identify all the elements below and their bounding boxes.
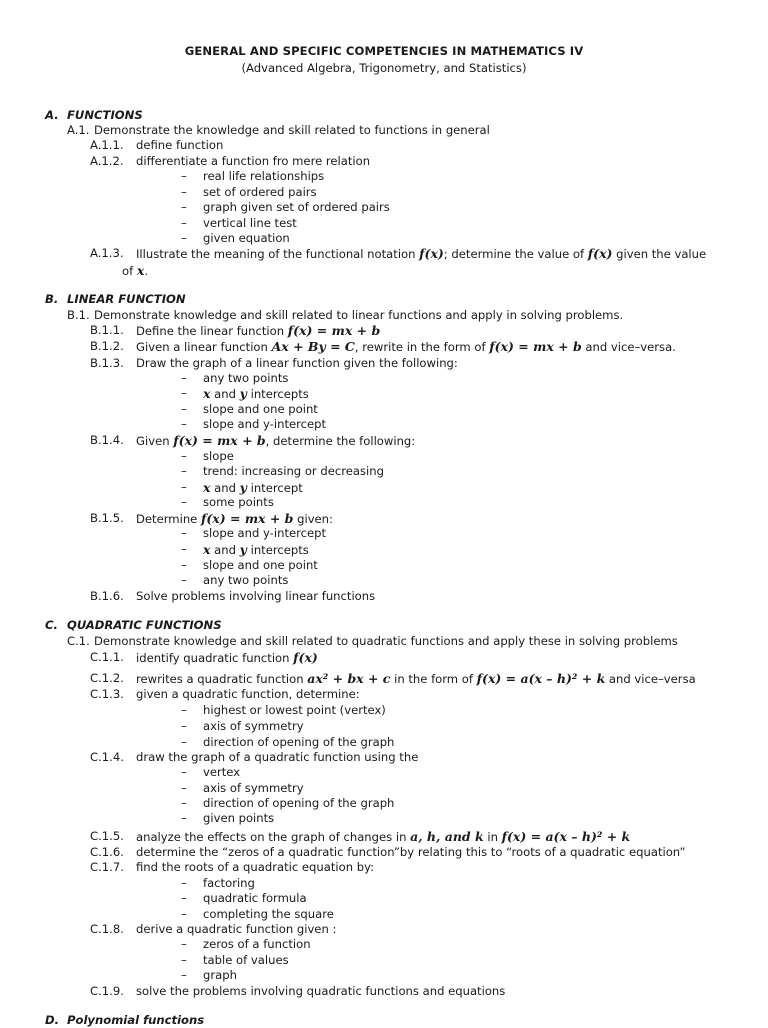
a11-text: define function <box>136 138 224 152</box>
b15-text-part: Determine <box>136 512 201 526</box>
b13-sub-item: slope and one point <box>203 402 318 416</box>
section-b-letter: B. <box>45 292 59 306</box>
c12-text-part: in the form of <box>390 672 477 686</box>
b15-sub-item: any two points <box>203 573 289 587</box>
a13-math: f(x) <box>419 246 444 261</box>
a13-text <box>136 246 706 262</box>
b13-dash: – <box>181 417 187 431</box>
c18-text: derive a quadratic function given : <box>136 922 337 936</box>
a13-text-part: . <box>144 264 149 278</box>
c1-text: Demonstrate knowledge and skill related to quadratic functions and apply these in solving problems <box>94 634 678 648</box>
c14-text: draw the graph of a quadratic function using the <box>136 750 419 764</box>
c11-text <box>136 650 318 666</box>
a12-dash: – <box>181 216 187 230</box>
b15-math: f(x) = mx + b <box>200 511 294 526</box>
b14-text-part: , determine the following: <box>265 434 416 448</box>
b13-text-part: and <box>210 387 240 401</box>
a13-math: f(x) <box>587 246 613 261</box>
b12-text <box>136 339 676 355</box>
a12-sub-item: vertical line test <box>203 216 297 230</box>
c13-dash: – <box>181 735 187 749</box>
a13-math: x <box>136 263 145 278</box>
c15-math: f(x) = a(x – h)² + k <box>501 829 631 844</box>
a13-text-part: of <box>122 264 137 278</box>
b15-text-part: given: <box>293 512 333 526</box>
b15-dash: – <box>181 526 187 540</box>
c18-sub-item: zeros of a function <box>203 937 311 951</box>
a12-dash: – <box>181 185 187 199</box>
b14-sub-item <box>203 480 303 496</box>
c14-sub-item: direction of opening of the graph <box>203 796 395 810</box>
b14-text-part: Given <box>136 434 174 448</box>
b15-dash: – <box>181 573 187 587</box>
b13-dash: – <box>181 386 187 400</box>
a13-text-part: ; determine the value of <box>443 247 588 261</box>
b1-number: B.1. <box>67 308 90 322</box>
b14-dash: – <box>181 464 187 478</box>
a13-text-part: given the value <box>612 247 707 261</box>
b13-dash: – <box>181 371 187 385</box>
a11-number: A.1.1. <box>90 138 124 152</box>
c17-dash: – <box>181 891 187 905</box>
c13-dash: – <box>181 703 187 717</box>
c17-text: find the roots of a quadratic equation by: <box>136 860 375 874</box>
b14-number: B.1.4. <box>90 433 124 447</box>
c13-sub-item: highest or lowest point (vertex) <box>203 703 386 717</box>
b14-sub-item: some points <box>203 495 274 509</box>
c13-number: C.1.3. <box>90 687 124 701</box>
b15-sub-item: slope and y-intercept <box>203 526 327 540</box>
b12-math: f(x) = mx + b <box>489 339 582 354</box>
b15-math: x <box>203 542 211 557</box>
section-d-letter: D. <box>45 1013 60 1027</box>
section-a-letter: A. <box>45 108 59 122</box>
b13-dash: – <box>181 402 187 416</box>
b12-text-part: Given a linear function <box>136 340 272 354</box>
b14-text-part: and <box>210 481 240 495</box>
c15-math: a, h, and k <box>410 829 484 844</box>
document-subtitle: (Advanced Algebra, Trigonometry, and Statistics) <box>241 61 527 75</box>
b15-sub-item: slope and one point <box>203 558 318 572</box>
b13-sub-item <box>203 386 309 402</box>
c12-text <box>136 671 696 687</box>
c14-dash: – <box>181 781 187 795</box>
b13-number: B.1.3. <box>90 356 124 370</box>
c15-number: C.1.5. <box>90 829 124 843</box>
c17-sub-item: quadratic formula <box>203 891 307 905</box>
a12-dash: – <box>181 231 187 245</box>
b14-dash: – <box>181 495 187 509</box>
b14-math: f(x) = mx + b <box>173 433 266 448</box>
a12-sub-item: set of ordered pairs <box>203 185 317 199</box>
a12-dash: – <box>181 169 187 183</box>
c16-number: C.1.6. <box>90 845 124 859</box>
b11-text <box>136 323 380 339</box>
c12-math: f(x) = a(x – h)² + k <box>476 671 606 686</box>
b15-math: y <box>239 542 247 557</box>
b13-sub-item: any two points <box>203 371 289 385</box>
c14-dash: – <box>181 765 187 779</box>
c14-sub-item: given points <box>203 811 275 825</box>
b14-math: y <box>239 480 247 495</box>
c19-text: solve the problems involving quadratic functions and equations <box>136 984 506 998</box>
b14-dash: – <box>181 480 187 494</box>
c11-math: f(x) <box>293 650 318 665</box>
c14-sub-item: vertex <box>203 765 241 779</box>
b13-math: y <box>239 386 247 401</box>
b14-sub-item: slope <box>203 449 234 463</box>
section-d-heading: Polynomial functions <box>67 1013 205 1027</box>
a1-text: Demonstrate the knowledge and skill related to functions in general <box>94 123 490 137</box>
b13-sub-item: slope and y-intercept <box>203 417 327 431</box>
c17-dash: – <box>181 907 187 921</box>
b12-text-part: , rewrite in the form of <box>354 340 490 354</box>
b12-number: B.1.2. <box>90 339 124 353</box>
a12-text: differentiate a function fro mere relation <box>136 154 371 168</box>
b11-math: f(x) = mx + b <box>287 323 381 338</box>
c17-sub-item: factoring <box>203 876 255 890</box>
b11-text-part: Define the linear function <box>136 324 288 338</box>
c13-dash: – <box>181 719 187 733</box>
b15-number: B.1.5. <box>90 511 124 525</box>
section-b-heading: LINEAR FUNCTION <box>67 292 186 306</box>
c11-text-part: identify quadratic function <box>136 651 294 665</box>
c12-text-part: and vice–versa <box>605 672 696 686</box>
c16-text: determine the “zeros of a quadratic function”by relating this to “roots of a quadratic equation” <box>136 845 686 859</box>
c17-dash: – <box>181 876 187 890</box>
c12-number: C.1.2. <box>90 671 124 685</box>
b14-dash: – <box>181 449 187 463</box>
b15-text-part: and <box>210 543 240 557</box>
b15-sub-item <box>203 542 309 558</box>
c15-text <box>136 829 630 845</box>
b11-number: B.1.1. <box>90 323 124 337</box>
b14-math: x <box>203 480 211 495</box>
a1-number: A.1. <box>67 123 90 137</box>
c14-sub-item: axis of symmetry <box>203 781 304 795</box>
a13-number: A.1.3. <box>90 246 124 260</box>
section-a-heading: FUNCTIONS <box>67 108 143 122</box>
c18-number: C.1.8. <box>90 922 124 936</box>
c18-dash: – <box>181 937 187 951</box>
c11-number: C.1.1. <box>90 650 124 664</box>
c1-number: C.1. <box>67 634 90 648</box>
c17-number: C.1.7. <box>90 860 124 874</box>
a13-continuation <box>122 263 148 279</box>
b14-sub-item: trend: increasing or decreasing <box>203 464 384 478</box>
b12-text-part: and vice–versa. <box>581 340 676 354</box>
b1-text: Demonstrate knowledge and skill related to linear functions and apply in solving problems. <box>94 308 624 322</box>
c14-dash: – <box>181 796 187 810</box>
c15-text-part: in <box>483 830 502 844</box>
a12-sub-item: graph given set of ordered pairs <box>203 200 390 214</box>
b12-math: Ax + By = C <box>271 339 355 354</box>
b14-text-part: intercept <box>246 481 303 495</box>
c18-sub-item: table of values <box>203 953 289 967</box>
c13-text: given a quadratic function, determine: <box>136 687 360 701</box>
c14-dash: – <box>181 811 187 825</box>
c18-dash: – <box>181 968 187 982</box>
b14-text <box>136 433 415 449</box>
c15-text-part: analyze the effects on the graph of changes in <box>136 830 411 844</box>
c18-sub-item: graph <box>203 968 237 982</box>
c17-sub-item: completing the square <box>203 907 334 921</box>
b15-text <box>136 511 333 527</box>
b13-math: x <box>203 386 211 401</box>
a12-sub-item: real life relationships <box>203 169 325 183</box>
c13-sub-item: axis of symmetry <box>203 719 304 733</box>
a12-dash: – <box>181 200 187 214</box>
a12-sub-item: given equation <box>203 231 290 245</box>
b16-number: B.1.6. <box>90 589 124 603</box>
b13-text: Draw the graph of a linear function given the following: <box>136 356 458 370</box>
b16-text: Solve problems involving linear functions <box>136 589 376 603</box>
section-c-heading: QUADRATIC FUNCTIONS <box>67 618 222 632</box>
a12-number: A.1.2. <box>90 154 124 168</box>
b15-text-part: intercepts <box>246 543 309 557</box>
c12-text-part: rewrites a quadratic function <box>136 672 308 686</box>
c13-sub-item: direction of opening of the graph <box>203 735 395 749</box>
b15-dash: – <box>181 558 187 572</box>
b15-dash: – <box>181 542 187 556</box>
section-c-letter: C. <box>45 618 58 632</box>
a13-text-part: Illustrate the meaning of the functional notation <box>136 247 420 261</box>
document-title: GENERAL AND SPECIFIC COMPETENCIES IN MATHEMATICS IV <box>184 44 584 58</box>
c19-number: C.1.9. <box>90 984 124 998</box>
c14-number: C.1.4. <box>90 750 124 764</box>
b13-text-part: intercepts <box>246 387 309 401</box>
c18-dash: – <box>181 953 187 967</box>
c12-math: ax² + bx + c <box>307 671 391 686</box>
